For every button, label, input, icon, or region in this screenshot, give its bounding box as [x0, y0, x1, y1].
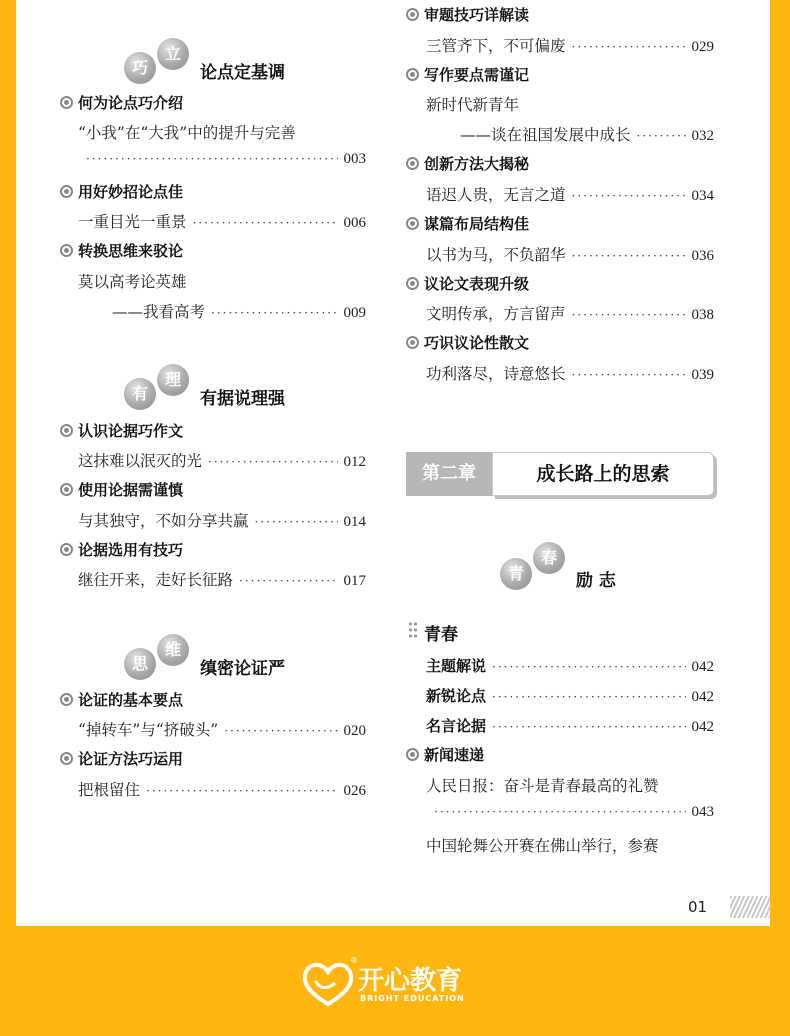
dot-leader: [572, 368, 686, 382]
toc-entry[interactable]: [78, 449, 366, 471]
topic-title: 论证方法巧运用: [78, 750, 184, 768]
toc-entry[interactable]: [426, 804, 714, 821]
dot-leader: [572, 40, 686, 54]
topic-title: 新闻速递: [424, 746, 485, 764]
page-ref: 017: [343, 573, 366, 589]
page-ref: 003: [343, 151, 366, 167]
dot-leader: [86, 152, 338, 166]
chapter-section-title: 励 志: [576, 571, 616, 591]
toc-entry-text: 新时代新青年: [426, 96, 520, 114]
page-ref: 042: [691, 689, 714, 705]
entry-subtitle: ——谈在祖国发展中成长: [460, 126, 631, 144]
bullet-icon: [60, 483, 73, 496]
page-ref: 043: [691, 804, 714, 820]
dot-leader: [572, 249, 686, 263]
section-3-circle-2: 维: [157, 634, 189, 666]
section-1-circle-2: 立: [157, 38, 189, 70]
section-3-title: 缜密论证严: [200, 659, 285, 679]
bullet-icon: [60, 185, 73, 198]
chapter-label: 第二章: [406, 452, 492, 496]
dot-leader: [239, 574, 337, 588]
topic-heading[interactable]: [60, 539, 183, 560]
dot-leader: [211, 306, 337, 320]
topic-title: 论据选用有技巧: [78, 541, 184, 559]
bullet-icon: [60, 693, 73, 706]
chapter-name: 成长路上的思索: [492, 452, 714, 496]
topic-heading[interactable]: [406, 153, 529, 174]
page-ref: 042: [691, 719, 714, 735]
page-ref: 026: [343, 783, 366, 799]
entry-title: 继往开来，走好长征路: [78, 571, 234, 589]
topic-heading[interactable]: [60, 181, 183, 202]
dot-leader: [146, 784, 337, 798]
toc-entry[interactable]: [112, 300, 366, 322]
toc-entry[interactable]: [426, 243, 714, 265]
page-ref: 039: [691, 367, 714, 383]
dot-leader: [572, 189, 686, 203]
section-1-title: 论点定基调: [200, 63, 285, 83]
toc-entry[interactable]: [78, 718, 366, 740]
topic-heading[interactable]: [60, 92, 183, 113]
topic-heading[interactable]: [406, 744, 484, 765]
item-label: 新锐论点: [426, 687, 487, 705]
topic-heading[interactable]: [60, 689, 183, 710]
topic-title: 用好妙招论点佳: [78, 183, 184, 201]
toc-entry[interactable]: [426, 302, 714, 324]
toc-entry-text: 中国轮舞公开赛在佛山举行，参赛: [426, 837, 659, 855]
heart-logo-icon: [300, 958, 356, 1010]
bullet-icon: [60, 96, 73, 109]
youth-heading: 青春: [424, 625, 458, 645]
toc-entry[interactable]: [78, 778, 366, 800]
chapter-banner[interactable]: [406, 452, 714, 496]
topic-heading[interactable]: [406, 273, 529, 294]
dot-leader: [492, 690, 685, 704]
topic-title: 谋篇布局结构佳: [424, 215, 530, 233]
decorative-stripe: [730, 896, 770, 918]
dot-leader: [193, 216, 338, 230]
topic-heading[interactable]: [60, 420, 183, 441]
bullet-icon: [406, 277, 419, 290]
topic-heading[interactable]: [406, 64, 529, 85]
bullet-icon: [406, 8, 419, 21]
topic-heading[interactable]: [406, 4, 529, 25]
item-label: 名言论据: [426, 717, 487, 735]
dot-grid-icon: [408, 621, 418, 639]
bullet-icon: [406, 336, 419, 349]
bullet-icon: [406, 217, 419, 230]
bullet-icon: [406, 157, 419, 170]
item-label: 主题解说: [426, 657, 487, 675]
topic-title: 巧识议论性散文: [424, 334, 530, 352]
youth-item[interactable]: [426, 715, 714, 736]
toc-entry[interactable]: [78, 151, 366, 168]
publisher-logo: [300, 956, 500, 1012]
toc-entry[interactable]: [460, 123, 714, 145]
bullet-icon: [60, 543, 73, 556]
section-2-title: 有据说理强: [200, 389, 285, 409]
entry-title: 语迟人贵，无言之道: [426, 186, 566, 204]
entry-title: 文明传承，方言留声: [426, 305, 566, 323]
dot-leader: [572, 308, 686, 322]
page-ref: 038: [691, 307, 714, 323]
topic-title: 认识论据巧作文: [78, 422, 184, 440]
page-ref: 029: [691, 39, 714, 55]
topic-title: 写作要点需谨记: [424, 66, 530, 84]
toc-entry[interactable]: [426, 183, 714, 205]
dot-leader: [224, 724, 337, 738]
bullet-icon: [406, 68, 419, 81]
topic-title: 论证的基本要点: [78, 691, 184, 709]
entry-title: 以书为马，不负韶华: [426, 246, 566, 264]
page-ref: 006: [343, 215, 366, 231]
page-ref: 020: [343, 723, 366, 739]
chapter-section-circle-2: 春: [533, 542, 565, 574]
registered-mark: ®: [350, 956, 358, 965]
bullet-icon: [406, 748, 419, 761]
entry-title: 与其独守，不如分享共赢: [78, 512, 249, 530]
toc-entry-text: 人民日报：奋斗是青春最高的礼赞: [426, 777, 659, 795]
section-2-circle-2: 理: [157, 364, 189, 396]
section-2-circle-1: 有: [124, 378, 156, 410]
entry-title: 功利落尽，诗意悠长: [426, 365, 566, 383]
topic-title: 何为论点巧介绍: [78, 94, 184, 112]
entry-subtitle: ——我看高考: [112, 303, 206, 321]
toc-entry[interactable]: [78, 210, 366, 232]
topic-heading[interactable]: [60, 748, 183, 769]
topic-title: 议论文表现升级: [424, 275, 530, 293]
bullet-icon: [60, 244, 73, 257]
toc-entry[interactable]: [78, 509, 366, 531]
page-ref: 014: [343, 514, 366, 530]
dot-leader: [492, 720, 685, 734]
bullet-icon: [60, 424, 73, 437]
topic-heading[interactable]: [406, 213, 529, 234]
topic-title: 创新方法大揭秘: [424, 155, 530, 173]
chapter-section-circle-1: 青: [500, 558, 532, 590]
youth-item[interactable]: [426, 655, 714, 676]
dot-leader: [208, 455, 337, 469]
page: [16, 0, 770, 926]
youth-item[interactable]: [426, 685, 714, 706]
dot-leader: [255, 515, 338, 529]
page-ref: 032: [691, 128, 714, 144]
page-ref: 034: [691, 188, 714, 204]
topic-title: 审题技巧详解读: [424, 6, 530, 24]
toc-entry[interactable]: [426, 34, 714, 56]
dot-leader: [434, 805, 686, 819]
logo-subtitle: BRIGHT EDUCATION: [360, 994, 465, 1003]
dot-leader: [637, 129, 686, 143]
toc-entry[interactable]: [78, 568, 366, 590]
page-ref: 042: [691, 659, 714, 675]
entry-title: “掉转车”与“挤破头”: [78, 721, 219, 739]
topic-heading[interactable]: [406, 332, 529, 353]
toc-entry[interactable]: [426, 362, 714, 384]
page-ref: 036: [691, 248, 714, 264]
logo-text: 开心教育: [358, 966, 463, 996]
page-number: 01: [688, 898, 708, 916]
section-1-circle-1: 巧: [124, 52, 156, 84]
entry-title: 一重目光一重景: [78, 213, 187, 231]
topic-title: 使用论据需谨慎: [78, 481, 184, 499]
page-ref: 012: [343, 454, 366, 470]
toc-entry-text: 莫以高考论英雄: [78, 273, 187, 291]
entry-title: 三管齐下，不可偏废: [426, 37, 566, 55]
toc-entry-text: “小我”在“大我”中的提升与完善: [78, 124, 296, 142]
topic-heading[interactable]: [60, 479, 183, 500]
page-ref: 009: [343, 305, 366, 321]
bullet-icon: [60, 752, 73, 765]
topic-heading[interactable]: [60, 240, 183, 261]
dot-leader: [492, 660, 685, 674]
section-3-circle-1: 思: [124, 648, 156, 680]
topic-title: 转换思维来驳论: [78, 242, 184, 260]
entry-title: 把根留住: [78, 781, 141, 799]
entry-title: 这抹难以泯灭的光: [78, 452, 203, 470]
